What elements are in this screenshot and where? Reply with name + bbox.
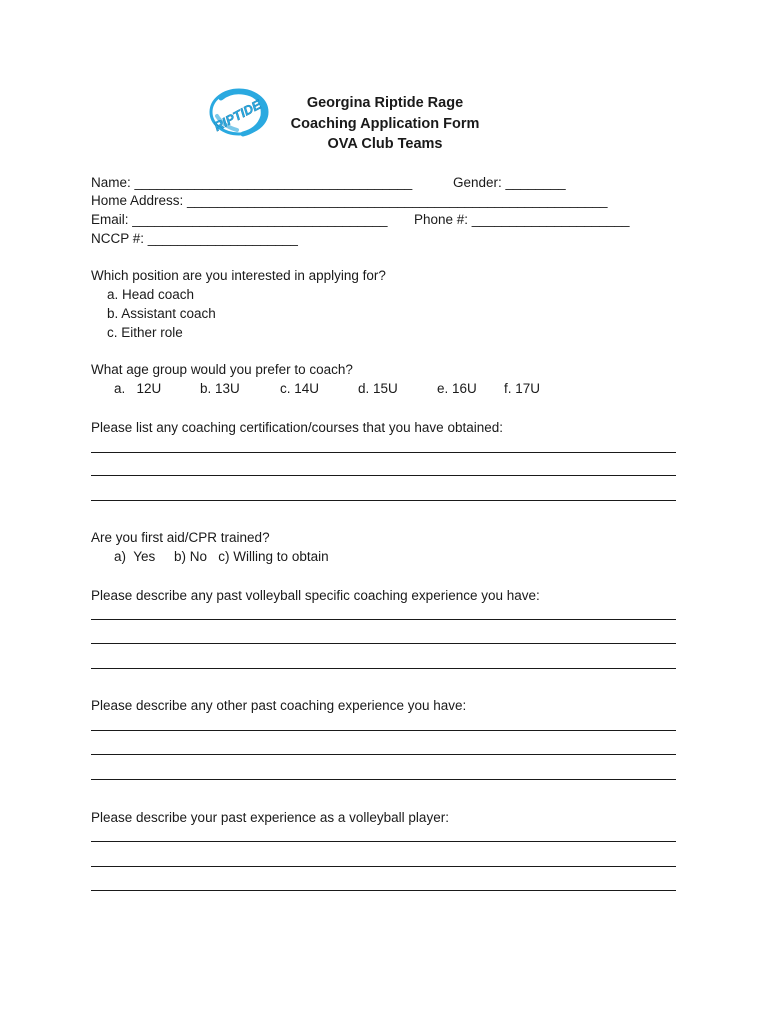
riptide-logo-text: RIPTIDE — [211, 96, 264, 135]
first-aid-options[interactable]: a) Yes b) No c) Willing to obtain — [114, 549, 329, 564]
phone-field[interactable]: Phone #: _____________________ — [414, 212, 630, 227]
certification-question: Please list any coaching certification/courses that you have obtained: — [91, 420, 503, 435]
age-option-17u[interactable]: f. 17U — [504, 381, 541, 396]
form-subtitle: OVA Club Teams — [327, 136, 443, 152]
position-option-either[interactable]: c. Either role — [107, 325, 183, 340]
player-experience-answer-line[interactable] — [91, 865, 676, 867]
age-option-16u[interactable]: e. 16U — [437, 381, 477, 396]
player-experience-question: Please describe your past experience as a volleyball player: — [91, 810, 449, 825]
club-name: Georgina Riptide Rage — [306, 95, 464, 111]
home-address-field[interactable]: Home Address: ________________________________________________________ — [91, 193, 608, 208]
age-option-12u[interactable]: a. 12U — [114, 381, 162, 396]
age-option-13u[interactable]: b. 13U — [200, 381, 240, 396]
nccp-field[interactable]: NCCP #: ____________________ — [91, 231, 298, 246]
other-coaching-answer-line[interactable] — [91, 778, 676, 780]
first-aid-question: Are you first aid/CPR trained? — [91, 530, 270, 545]
volleyball-coaching-question: Please describe any past volleyball specific coaching experience you have: — [91, 588, 540, 603]
gender-field[interactable]: Gender: ________ — [453, 175, 566, 190]
name-field[interactable]: Name: _____________________________________ — [91, 175, 413, 190]
form-title: Coaching Application Form — [290, 115, 480, 132]
certification-answer-line[interactable] — [91, 499, 676, 501]
position-option-head[interactable]: a. Head coach — [107, 287, 195, 302]
age-question: What age group would you prefer to coach? — [91, 362, 353, 377]
position-question: Which position are you interested in applying for? — [91, 268, 386, 283]
volleyball-coaching-answer-line[interactable] — [91, 667, 676, 669]
other-coaching-answer-line[interactable] — [91, 729, 676, 731]
volleyball-coaching-answer-line[interactable] — [91, 642, 676, 644]
volleyball-coaching-answer-line[interactable] — [91, 618, 676, 620]
age-option-14u[interactable]: c. 14U — [280, 381, 320, 396]
certification-answer-line[interactable] — [91, 474, 676, 476]
email-field[interactable]: Email: __________________________________ — [91, 212, 388, 227]
form-header — [250, 93, 520, 155]
player-experience-answer-line[interactable] — [91, 840, 676, 842]
certification-answer-line[interactable] — [91, 451, 676, 453]
other-coaching-question: Please describe any other past coaching experience you have: — [91, 698, 467, 713]
other-coaching-answer-line[interactable] — [91, 753, 676, 755]
age-option-15u[interactable]: d. 15U — [358, 381, 398, 396]
position-option-assistant[interactable]: b. Assistant coach — [107, 306, 216, 321]
player-experience-answer-line[interactable] — [91, 889, 676, 891]
